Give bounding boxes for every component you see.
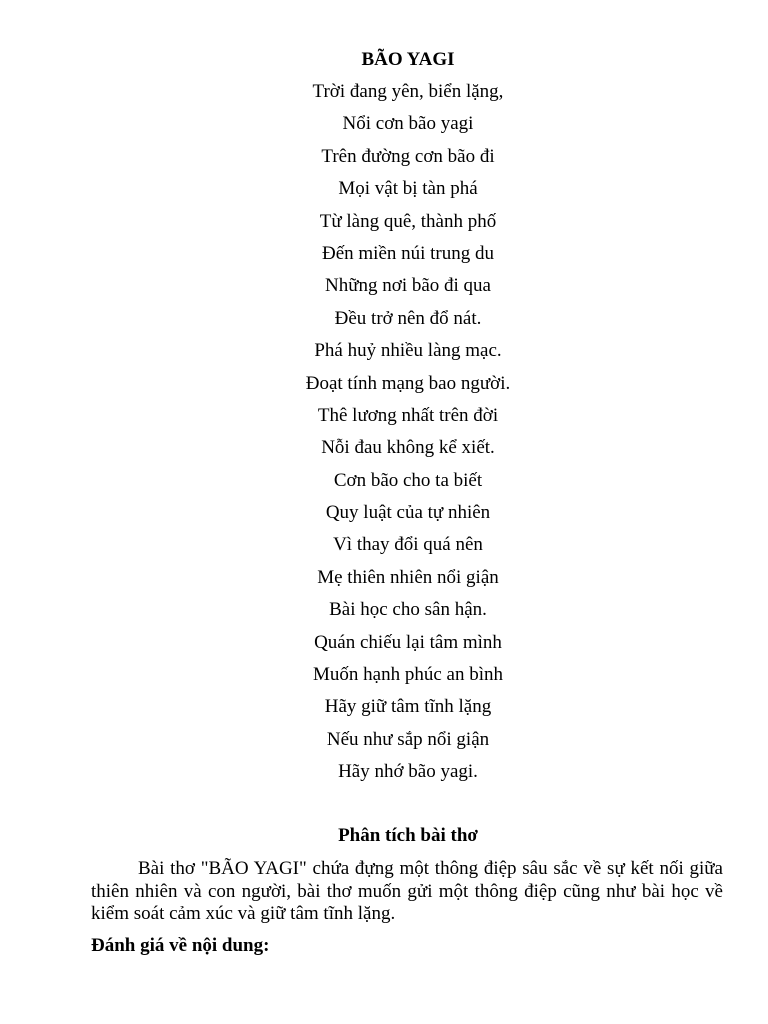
poem-line: Từ làng quê, thành phố [319,210,497,232]
poem-line: Mọi vật bị tàn phá [338,178,478,200]
poem-line: Trời đang yên, biển lặng, [312,81,504,102]
poem-line: Đến miền núi trung du [321,242,495,264]
poem-line: Đoạt tính mạng bao người. [305,372,511,394]
poem-line: Quán chiếu lại tâm mình [314,631,502,653]
poem-line: Những nơi bão đi qua [325,275,491,297]
poem-line: Hãy nhớ bão yagi. [338,761,478,783]
content-evaluation-heading: Đánh giá về nội dung: [91,935,270,956]
poem-line: Nỗi đau không kể xiết. [321,437,495,459]
poem-line: Quy luật của tự nhiên [325,502,491,524]
analysis-title: Phân tích bài thơ [338,825,478,846]
poem-line: Cơn bão cho ta biết [333,469,483,491]
poem-line: Mẹ thiên nhiên nổi giận [317,566,499,588]
poem-line: Đều trở nên đổ nát. [334,307,482,329]
poem-line: Hãy giữ tâm tĩnh lặng [324,696,492,718]
poem-line: Vì thay đổi quá nên [333,534,483,556]
poem-line: Nếu như sắp nổi giận [326,728,490,750]
poem-line: Trên đường cơn bão đi [321,145,495,167]
poem-line: Muốn hạnh phúc an bình [313,664,503,686]
poem-line: Nổi cơn bão yagi [342,113,474,135]
poem-line: Phá huỷ nhiều làng mạc. [314,340,502,362]
poem-lines [0,81,768,794]
analysis-paragraph: Bài thơ "BÃO YAGI" chứa đựng một thông điệp sâu sắc về sự kết nối giữa thiên nhiên và con người, bài thơ muốn gửi một thông điệp cũng như bài học về kiểm soát cảm xúc và giữ tâm tĩnh lặng. [91,858,723,924]
poem-line: Bài học cho sân hận. [329,599,487,621]
poem-line: Thê lương nhất trên đời [317,404,499,426]
poem-title: BÃO YAGI [361,49,455,70]
